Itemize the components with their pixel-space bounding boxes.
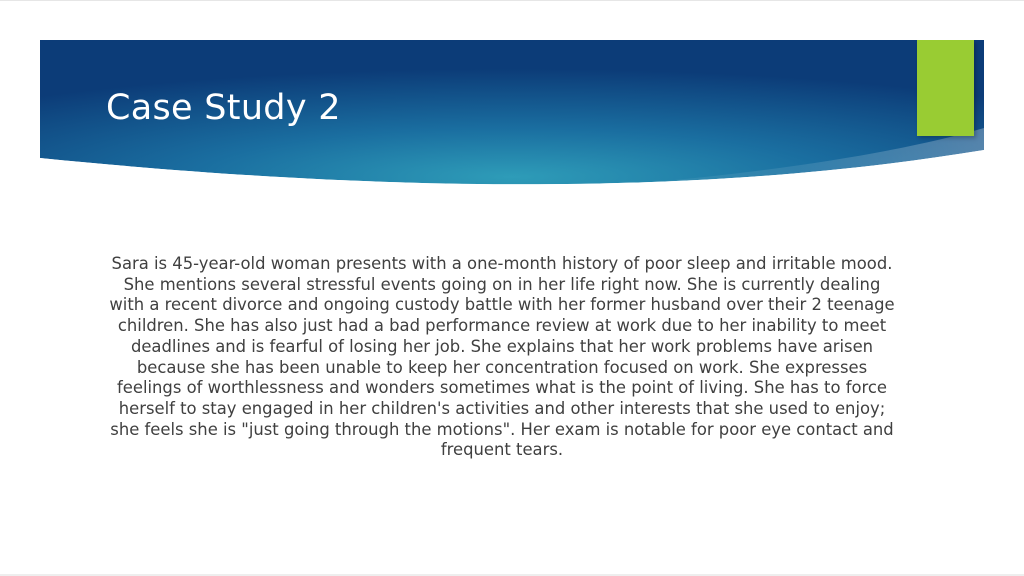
accent-tab <box>917 40 974 136</box>
top-divider <box>0 0 1024 1</box>
slide-title: Case Study 2 <box>106 88 341 128</box>
case-description: Sara is 45-year-old woman presents with a one-month history of poor sleep and irritable mood. She mentions several stressful events going on in her life right now. She is currently dealing with a recent divorce and ongoing custody battle with her former husband over their 2 teenage children. She has also just had a bad performance review at work due to her inability to meet deadlines and is fearful of losing her job. She explains that her work problems have arisen because she has been unable to keep her concentration focused on work. She expresses feelings of worthlessness and wonders sometimes what is the point of living. She has to force herself to stay engaged in her children's activities and other interests that she used to enjoy; she feels she is "just going through the motions". Her exam is notable for poor eye contact and frequent tears. <box>109 254 895 460</box>
